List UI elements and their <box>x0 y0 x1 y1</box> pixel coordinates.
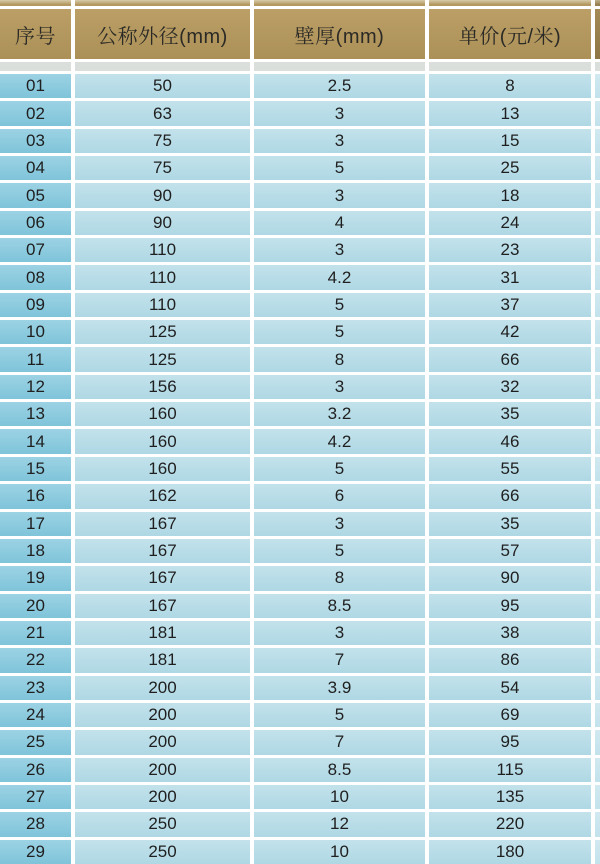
cap-strip-index-col <box>0 0 71 6</box>
cell-unit-price: 23 <box>429 238 591 262</box>
cell-wall-thickness: 8.5 <box>254 758 425 782</box>
cell-edge-sliver <box>595 676 600 700</box>
cell-unit-price: 8 <box>429 74 591 98</box>
cell-unit-price: 115 <box>429 758 591 782</box>
cell-index: 18 <box>0 539 71 563</box>
cell-edge-sliver <box>595 758 600 782</box>
cell-outer-diameter: 125 <box>75 347 250 371</box>
cell-outer-diameter: 90 <box>75 183 250 207</box>
cell-edge-sliver <box>595 512 600 536</box>
spacer-band-index-col <box>0 62 71 71</box>
cell-index: 27 <box>0 785 71 809</box>
cell-index: 21 <box>0 621 71 645</box>
cell-outer-diameter: 90 <box>75 211 250 235</box>
cell-unit-price: 66 <box>429 347 591 371</box>
cell-unit-price: 46 <box>429 429 591 453</box>
cell-index: 29 <box>0 840 71 864</box>
cell-wall-thickness: 4.2 <box>254 429 425 453</box>
cell-unit-price: 135 <box>429 785 591 809</box>
cell-wall-thickness: 3 <box>254 621 425 645</box>
col-header-price: 单价(元/米) <box>429 9 591 59</box>
cell-unit-price: 35 <box>429 512 591 536</box>
cell-edge-sliver <box>595 703 600 727</box>
cell-outer-diameter: 167 <box>75 594 250 618</box>
cell-index: 03 <box>0 129 71 153</box>
cell-wall-thickness: 7 <box>254 730 425 754</box>
cell-unit-price: 95 <box>429 730 591 754</box>
cell-wall-thickness: 3.9 <box>254 676 425 700</box>
cell-outer-diameter: 181 <box>75 648 250 672</box>
cell-wall-thickness: 3 <box>254 129 425 153</box>
cell-wall-thickness: 12 <box>254 812 425 836</box>
cell-outer-diameter: 110 <box>75 293 250 317</box>
cell-index: 23 <box>0 676 71 700</box>
cell-unit-price: 15 <box>429 129 591 153</box>
cell-outer-diameter: 167 <box>75 539 250 563</box>
cell-index: 16 <box>0 484 71 508</box>
cell-edge-sliver <box>595 566 600 590</box>
cell-wall-thickness: 3 <box>254 375 425 399</box>
cell-wall-thickness: 7 <box>254 648 425 672</box>
cell-index: 12 <box>0 375 71 399</box>
cell-wall-thickness: 4.2 <box>254 265 425 289</box>
cell-outer-diameter: 75 <box>75 129 250 153</box>
cell-index: 25 <box>0 730 71 754</box>
cell-wall-thickness: 3 <box>254 238 425 262</box>
cell-outer-diameter: 110 <box>75 265 250 289</box>
cell-index: 26 <box>0 758 71 782</box>
cell-edge-sliver <box>595 265 600 289</box>
cell-unit-price: 24 <box>429 211 591 235</box>
spacer-band-thickness-col <box>254 62 425 71</box>
cell-unit-price: 95 <box>429 594 591 618</box>
cell-edge-sliver <box>595 238 600 262</box>
cell-unit-price: 220 <box>429 812 591 836</box>
cell-edge-sliver <box>595 840 600 864</box>
cell-edge-sliver <box>595 648 600 672</box>
cell-wall-thickness: 6 <box>254 484 425 508</box>
cell-unit-price: 35 <box>429 402 591 426</box>
cell-edge-sliver <box>595 320 600 344</box>
cell-outer-diameter: 50 <box>75 74 250 98</box>
cell-unit-price: 37 <box>429 293 591 317</box>
cell-edge-sliver <box>595 129 600 153</box>
cell-edge-sliver <box>595 812 600 836</box>
cell-index: 02 <box>0 101 71 125</box>
col-header-diameter: 公称外径(mm) <box>75 9 250 59</box>
cap-strip-edge-sliver <box>595 0 600 6</box>
cell-unit-price: 18 <box>429 183 591 207</box>
cell-unit-price: 90 <box>429 566 591 590</box>
cell-outer-diameter: 181 <box>75 621 250 645</box>
cell-wall-thickness: 3 <box>254 101 425 125</box>
cell-unit-price: 32 <box>429 375 591 399</box>
cell-wall-thickness: 5 <box>254 539 425 563</box>
cap-strip-diameter-col <box>75 0 250 6</box>
cell-outer-diameter: 250 <box>75 840 250 864</box>
cell-unit-price: 31 <box>429 265 591 289</box>
cell-index: 07 <box>0 238 71 262</box>
cell-outer-diameter: 160 <box>75 429 250 453</box>
cell-outer-diameter: 63 <box>75 101 250 125</box>
cell-index: 19 <box>0 566 71 590</box>
cell-outer-diameter: 200 <box>75 730 250 754</box>
col-header-edge-sliver <box>595 9 600 59</box>
cell-outer-diameter: 156 <box>75 375 250 399</box>
cell-edge-sliver <box>595 375 600 399</box>
cell-wall-thickness: 5 <box>254 320 425 344</box>
cell-wall-thickness: 5 <box>254 293 425 317</box>
cell-outer-diameter: 110 <box>75 238 250 262</box>
cell-index: 15 <box>0 457 71 481</box>
cell-edge-sliver <box>595 183 600 207</box>
cell-edge-sliver <box>595 594 600 618</box>
cell-edge-sliver <box>595 293 600 317</box>
cell-index: 04 <box>0 156 71 180</box>
cell-index: 08 <box>0 265 71 289</box>
cell-outer-diameter: 162 <box>75 484 250 508</box>
cell-edge-sliver <box>595 457 600 481</box>
cell-edge-sliver <box>595 785 600 809</box>
cell-edge-sliver <box>595 539 600 563</box>
cell-index: 11 <box>0 347 71 371</box>
cell-edge-sliver <box>595 211 600 235</box>
cell-outer-diameter: 167 <box>75 566 250 590</box>
cell-wall-thickness: 3.2 <box>254 402 425 426</box>
cell-unit-price: 57 <box>429 539 591 563</box>
cell-edge-sliver <box>595 429 600 453</box>
cell-wall-thickness: 10 <box>254 840 425 864</box>
cap-strip-thickness-col <box>254 0 425 6</box>
cell-index: 22 <box>0 648 71 672</box>
cell-outer-diameter: 125 <box>75 320 250 344</box>
cell-outer-diameter: 200 <box>75 785 250 809</box>
cell-index: 10 <box>0 320 71 344</box>
cell-unit-price: 13 <box>429 101 591 125</box>
cell-edge-sliver <box>595 74 600 98</box>
cell-unit-price: 66 <box>429 484 591 508</box>
cell-unit-price: 25 <box>429 156 591 180</box>
cell-outer-diameter: 160 <box>75 402 250 426</box>
cell-outer-diameter: 160 <box>75 457 250 481</box>
cell-index: 01 <box>0 74 71 98</box>
cell-edge-sliver <box>595 484 600 508</box>
cell-wall-thickness: 2.5 <box>254 74 425 98</box>
cell-wall-thickness: 8 <box>254 347 425 371</box>
cell-edge-sliver <box>595 156 600 180</box>
cell-index: 09 <box>0 293 71 317</box>
cell-outer-diameter: 200 <box>75 703 250 727</box>
cell-wall-thickness: 10 <box>254 785 425 809</box>
cell-unit-price: 69 <box>429 703 591 727</box>
cell-wall-thickness: 5 <box>254 703 425 727</box>
cap-strip-price-col <box>429 0 591 6</box>
cell-outer-diameter: 75 <box>75 156 250 180</box>
cell-edge-sliver <box>595 402 600 426</box>
cell-unit-price: 42 <box>429 320 591 344</box>
cell-edge-sliver <box>595 101 600 125</box>
cell-unit-price: 38 <box>429 621 591 645</box>
cell-edge-sliver <box>595 347 600 371</box>
cell-outer-diameter: 250 <box>75 812 250 836</box>
cell-outer-diameter: 167 <box>75 512 250 536</box>
cell-wall-thickness: 3 <box>254 512 425 536</box>
cell-index: 17 <box>0 512 71 536</box>
spacer-band-edge-sliver <box>595 62 600 71</box>
cell-outer-diameter: 200 <box>75 676 250 700</box>
cell-wall-thickness: 8.5 <box>254 594 425 618</box>
cell-unit-price: 180 <box>429 840 591 864</box>
cell-outer-diameter: 200 <box>75 758 250 782</box>
cell-wall-thickness: 8 <box>254 566 425 590</box>
spacer-band-price-col <box>429 62 591 71</box>
col-header-thickness: 壁厚(mm) <box>254 9 425 59</box>
cell-index: 24 <box>0 703 71 727</box>
cell-index: 05 <box>0 183 71 207</box>
cell-wall-thickness: 4 <box>254 211 425 235</box>
cell-index: 06 <box>0 211 71 235</box>
cell-unit-price: 86 <box>429 648 591 672</box>
cell-wall-thickness: 5 <box>254 156 425 180</box>
cell-index: 14 <box>0 429 71 453</box>
cell-index: 13 <box>0 402 71 426</box>
cell-unit-price: 54 <box>429 676 591 700</box>
cell-unit-price: 55 <box>429 457 591 481</box>
cell-wall-thickness: 3 <box>254 183 425 207</box>
cell-index: 20 <box>0 594 71 618</box>
col-header-index: 序号 <box>0 9 71 59</box>
spacer-band-diameter-col <box>75 62 250 71</box>
cell-wall-thickness: 5 <box>254 457 425 481</box>
cell-index: 28 <box>0 812 71 836</box>
cell-edge-sliver <box>595 730 600 754</box>
cell-edge-sliver <box>595 621 600 645</box>
